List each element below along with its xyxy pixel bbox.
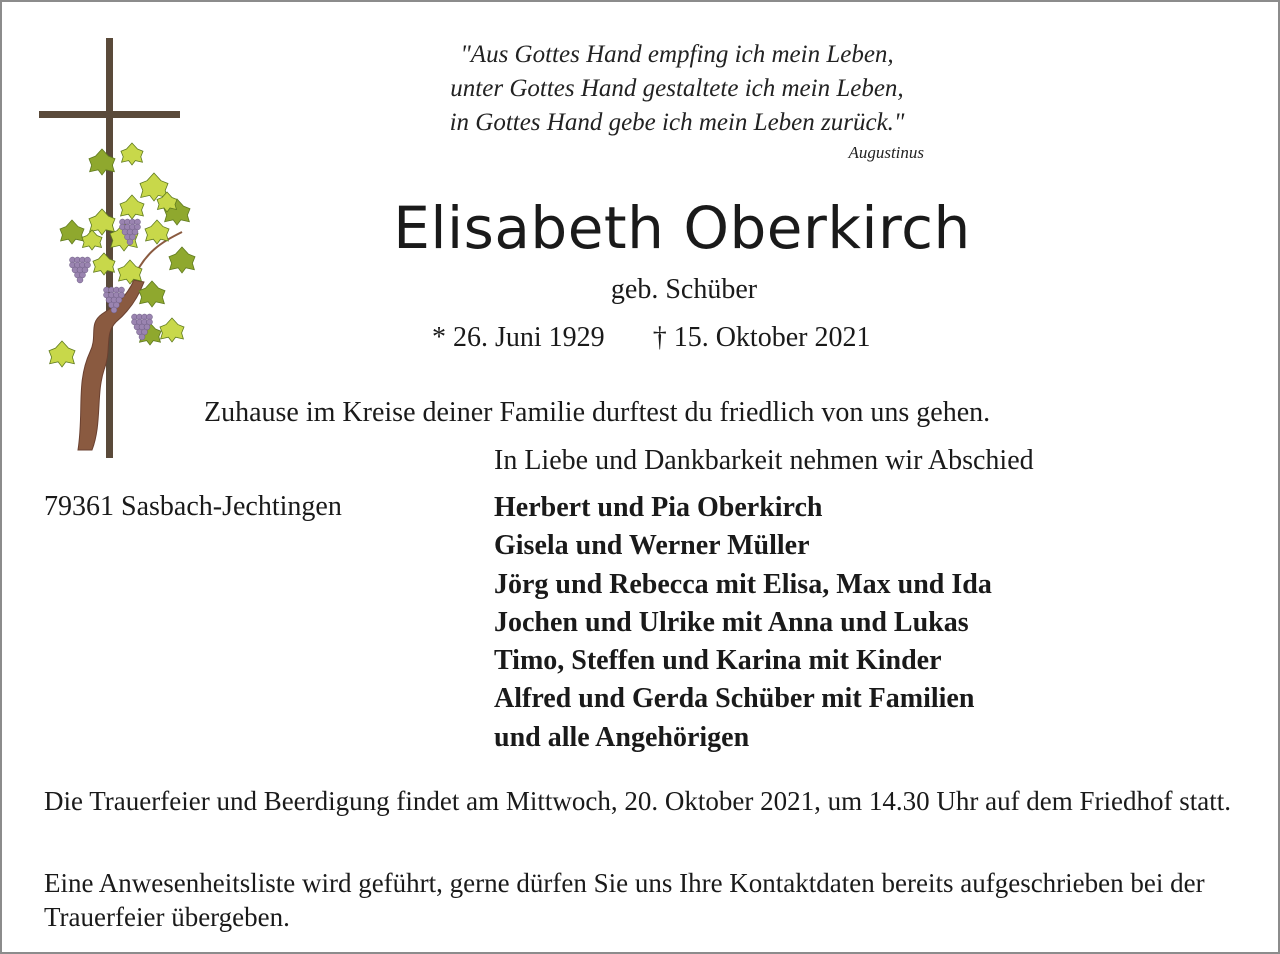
location: 79361 Sasbach-Jechtingen bbox=[44, 491, 342, 522]
quote-line: in Gottes Hand gebe ich mein Leben zurück." bbox=[449, 109, 905, 136]
attendance-note: Eine Anwesenheitsliste wird geführt, gerne dürfen Sie uns Ihre Kontaktdaten bereits aufgeschrieben bei der Trauerfeier übergeben. bbox=[44, 868, 1205, 932]
bible-quote bbox=[422, 38, 932, 164]
thanks-text: In Liebe und Dankbarkeit nehmen wir Abschied bbox=[494, 445, 1034, 476]
grape-leaf bbox=[160, 318, 184, 342]
list-item: und alle Angehörigen bbox=[494, 721, 750, 753]
death-date: † 15. Oktober 2021 bbox=[652, 322, 871, 353]
life-dates bbox=[432, 319, 870, 357]
maiden-name: geb. Schüber bbox=[610, 274, 758, 305]
grape-leaf bbox=[121, 143, 143, 165]
mourners-list bbox=[494, 489, 992, 757]
grape bbox=[139, 334, 145, 340]
list-item: Gisela und Werner Müller bbox=[494, 530, 810, 562]
farewell-text: Zuhause im Kreise deiner Familie durftest du friedlich von uns gehen. bbox=[204, 397, 991, 428]
quote-line: "Aus Gottes Hand empfing ich mein Leben, bbox=[460, 41, 894, 68]
list-item: Jochen und Ulrike mit Anna und Lukas bbox=[494, 606, 969, 638]
quote-author: Augustinus bbox=[848, 143, 924, 162]
grape-leaf bbox=[49, 341, 75, 367]
quote-line: unter Gottes Hand gestaltete ich mein Leben, bbox=[450, 75, 904, 102]
list-item: Timo, Steffen und Karina mit Kinder bbox=[494, 645, 942, 677]
funeral-info: Die Trauerfeier und Beerdigung findet am Mittwoch, 20. Oktober 2021, um 14.30 Uhr auf dem Friedhof statt. bbox=[44, 786, 1232, 816]
cross-horizontal-beam bbox=[39, 111, 180, 118]
birth-date: * 26. Juni 1929 bbox=[432, 322, 605, 353]
list-item: Herbert und Pia Oberkirch bbox=[494, 492, 823, 523]
deceased-name: Elisabeth Oberkirch bbox=[393, 194, 971, 262]
list-item: Alfred und Gerda Schüber mit Familien bbox=[494, 683, 975, 715]
list-item: Jörg und Rebecca mit Elisa, Max und Ida bbox=[494, 568, 992, 600]
